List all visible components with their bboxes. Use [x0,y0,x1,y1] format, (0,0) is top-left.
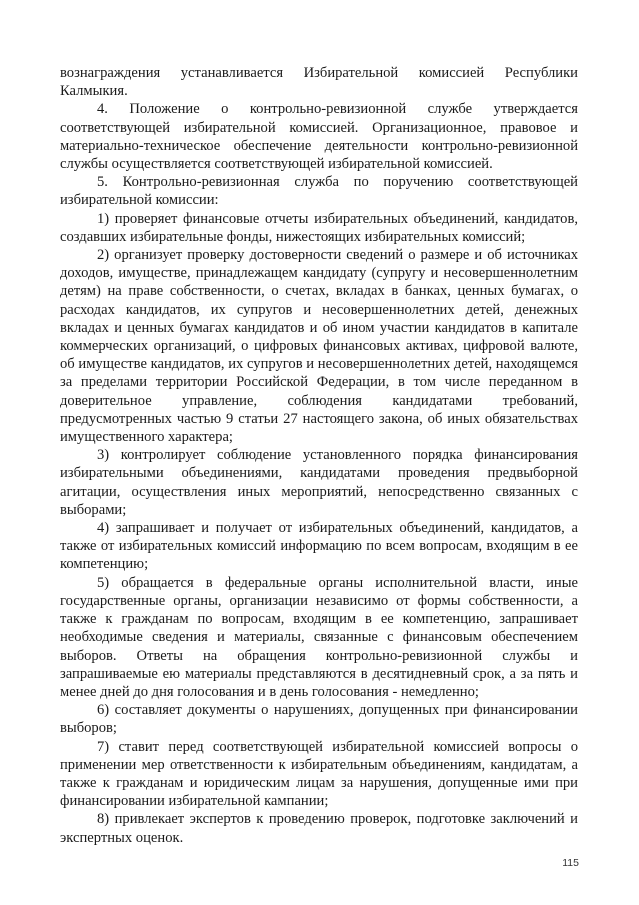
paragraph-item-5: 5. Контрольно-ревизионная служба по поручению соответствующей избирательной комиссии: [60,174,578,209]
subitem-5: 5) обращается в федеральные органы исполнительной власти, иные государственные органы, организации независимо от формы собственности, а также к гражданам по вопросам, входящим в ее компетенцию, запрашивает необходимые сведения и материалы, связанные с финансовым обеспечением выборов. Ответы на обращения контрольно-ревизионной службы и запрашиваемые ею материалы представляются в десятидневный срок, а за пять и менее дней до дня голосования и в день голосования - немедленно; [60,574,578,700]
subitem-7: 7) ставит перед соответствующей избирательной комиссией вопросы о применении мер ответственности к избирательным объединениям, кандидатам, а также к гражданам и юридическим лицам за нарушения, допущенные ими при финансировании избирательной кампании; [60,738,578,810]
page-number: 115 [562,857,579,869]
subitem-1: 1) проверяет финансовые отчеты избирательных объединений, кандидатов, создавших избирательные фонды, нижестоящих избирательных комиссий; [60,210,578,245]
subitem-3: 3) контролирует соблюдение установленного порядка финансирования избирательными объединениями, кандидатами проведения предвыборной агитации, осуществления иных мероприятий, непосредственно связанных с выборами; [60,447,578,518]
paragraph-item-4: 4. Положение о контрольно-ревизионной службе утверждается соответствующей избирательной комиссией. Организационное, правовое и материально-техническое обеспечение деятельности контрольно-ревизионной службы осуществляется соответствующей избирательной комиссией. [60,101,578,173]
paragraph-continuation: вознаграждения устанавливается Избирательной комиссией Республики Калмыкия. [60,65,578,100]
subitem-4: 4) запрашивает и получает от избирательных объединений, кандидатов, а также от избирательных комиссий информацию по всем вопросам, входящим в ее компетенцию; [60,520,578,573]
subitem-8: 8) привлекает экспертов к проведению проверок, подготовке заключений и экспертных оценок. [60,811,578,846]
body-text [60,64,578,847]
subitem-2: 2) организует проверку достоверности сведений о размере и об источниках доходов, имуществе, принадлежащем кандидату (супругу и несовершеннолетним детям) на праве собственности, о счетах, вкладах в банках, ценных бумагах, о расходах кандидатов, их супругов и несовершеннолетних детей, денежных вкладах и ценных бумагах кандидатов и об ином участии кандидатов в капитале коммерческих организаций, о цифровых финансовых активах, цифровой валюте, об имуществе кандидатов, их супругов и несовершеннолетних детей, находящемся за пределами территории Российской Федерации, в том числе переданном в доверительное управление, соблюдения кандидатами требований, предусмотренных частью 9 статьи 27 настоящего закона, об иных обязательствах имущественного характера; [60,247,578,446]
subitem-6: 6) составляет документы о нарушениях, допущенных при финансировании выборов; [60,702,578,737]
